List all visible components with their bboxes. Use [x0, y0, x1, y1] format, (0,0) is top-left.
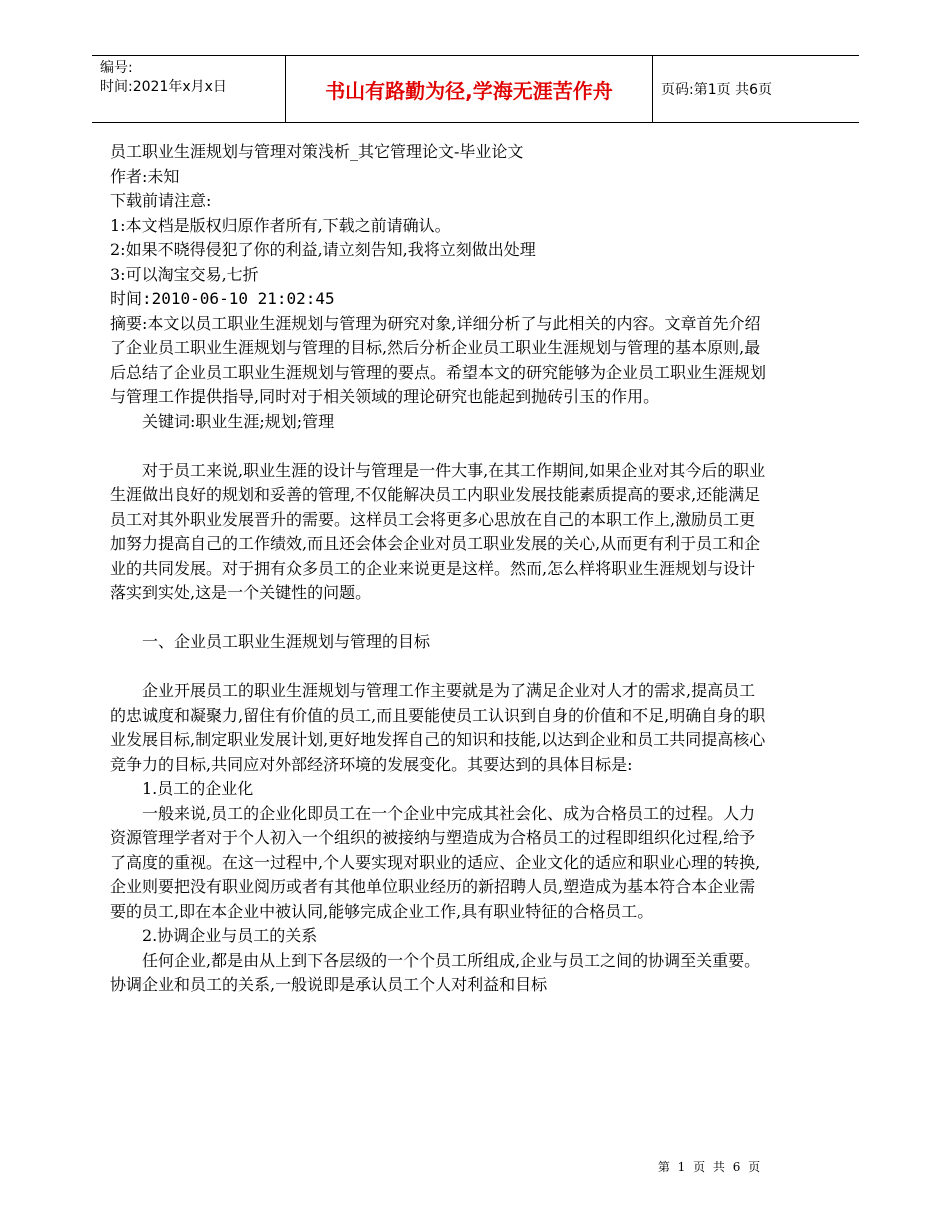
page-header [92, 55, 859, 123]
header-motto: 书山有路勤为径,学海无涯苦作舟 [286, 56, 653, 122]
document-time: 时间:2010-06-10 21:02:45 [110, 289, 335, 308]
spacer [110, 434, 770, 459]
paragraph-sub2: 任何企业,都是由从上到下各层级的一个个员工所组成,企业与员工之间的协调至关重要。协调企业和员工的关系,一般说即是承认员工个人对利益和目标 [110, 950, 761, 994]
document-body [110, 140, 770, 998]
notice-heading: 下载前请注意: [110, 191, 212, 210]
paragraph-intro: 对于员工来说,职业生涯的设计与管理是一件大事,在其工作期间,如果企业对其今后的职业生涯做出良好的规划和妥善的管理,不仅能解决员工内职业发展技能素质提高的要求,还能满足员工对其外职业发展晋升的需要。这样员工会将更多心思放在自己的本职工作上,激励员工更加努力提高自己的工作绩效,而且还会体会企业对员工职业发展的关心,从而更有利于员工和企业的共同发展。对于拥有众多员工的企业来说更是这样。然而,怎么样将职业生涯规划与设计落实到实处,这是一个关键性的问题。 [110, 460, 766, 602]
notice-item-2: 2:如果不晓得侵犯了你的利益,请立刻告知,我将立刻做出处理 [110, 240, 536, 259]
header-time-label: 时间:2021年x月x日 [100, 79, 227, 95]
page-footer [0, 1158, 950, 1175]
spacer [110, 655, 770, 680]
notice-item-1: 1:本文档是版权归原作者所有,下载之前请确认。 [110, 215, 451, 235]
paragraph-goal: 企业开展员工的职业生涯规划与管理工作主要就是为了满足企业对人才的需求,提高员工的忠诚度和凝聚力,留住有价值的员工,而且要能使员工认识到自身的价值和不足,明确自身的职业发展目标,制定职业发展计划,更好地发挥自己的知识和技能,以达到企业和员工共同提高核心竞争力的目标,共同应对外部经济环境的发展变化。其要达到的具体目标是: [110, 681, 766, 774]
subheading-2: 2.协调企业与员工的关系 [142, 926, 318, 945]
abstract: 摘要:本文以员工职业生涯规划与管理为研究对象,详细分析了与此相关的内容。文章首先介绍了企业员工职业生涯规划与管理的目标,然后分析企业员工职业生涯规划与管理的基本原则,最后总结了企业员工职业生涯规划与管理的要点。希望本文的研究能够为企业员工职业生涯规划与管理工作提供指导,同时对于相关领域的理论研究也能起到抛砖引玉的作用。 [110, 313, 767, 406]
paragraph-sub1: 一般来说,员工的企业化即员工在一个企业中完成其社会化、成为合格员工的过程。人力资源管理学者对于个人初入一个组织的被接纳与塑造成为合格员工的过程即组织化过程,给予了高度的重视。在这一过程中,个人要实现对职业的适应、企业文化的适应和职业心理的转换,企业则要把没有职业阅历或者有其他单位职业经历的新招聘人员,塑造成为基本符合本企业需要的员工,即在本企业中被认同,能够完成企业工作,具有职业特征的合格员工。 [110, 803, 761, 921]
header-meta [92, 56, 286, 122]
header-number-label: 编号: [100, 60, 133, 76]
footer-page-number: 第 1 页 共 6 页 [657, 1160, 763, 1174]
subheading-1: 1.员工的企业化 [142, 779, 254, 798]
notice-item-3: 3:可以淘宝交易,七折 [110, 264, 259, 284]
keywords: 关键词:职业生涯;规划;管理 [142, 411, 335, 431]
document-title: 员工职业生涯规划与管理对策浅析_其它管理论文-毕业论文 [110, 142, 524, 161]
section-heading-1: 一、企业员工职业生涯规划与管理的目标 [142, 632, 431, 651]
document-author: 作者:未知 [110, 166, 180, 186]
spacer [110, 606, 770, 631]
header-page-info: 页码:第1页 共6页 [661, 82, 772, 98]
